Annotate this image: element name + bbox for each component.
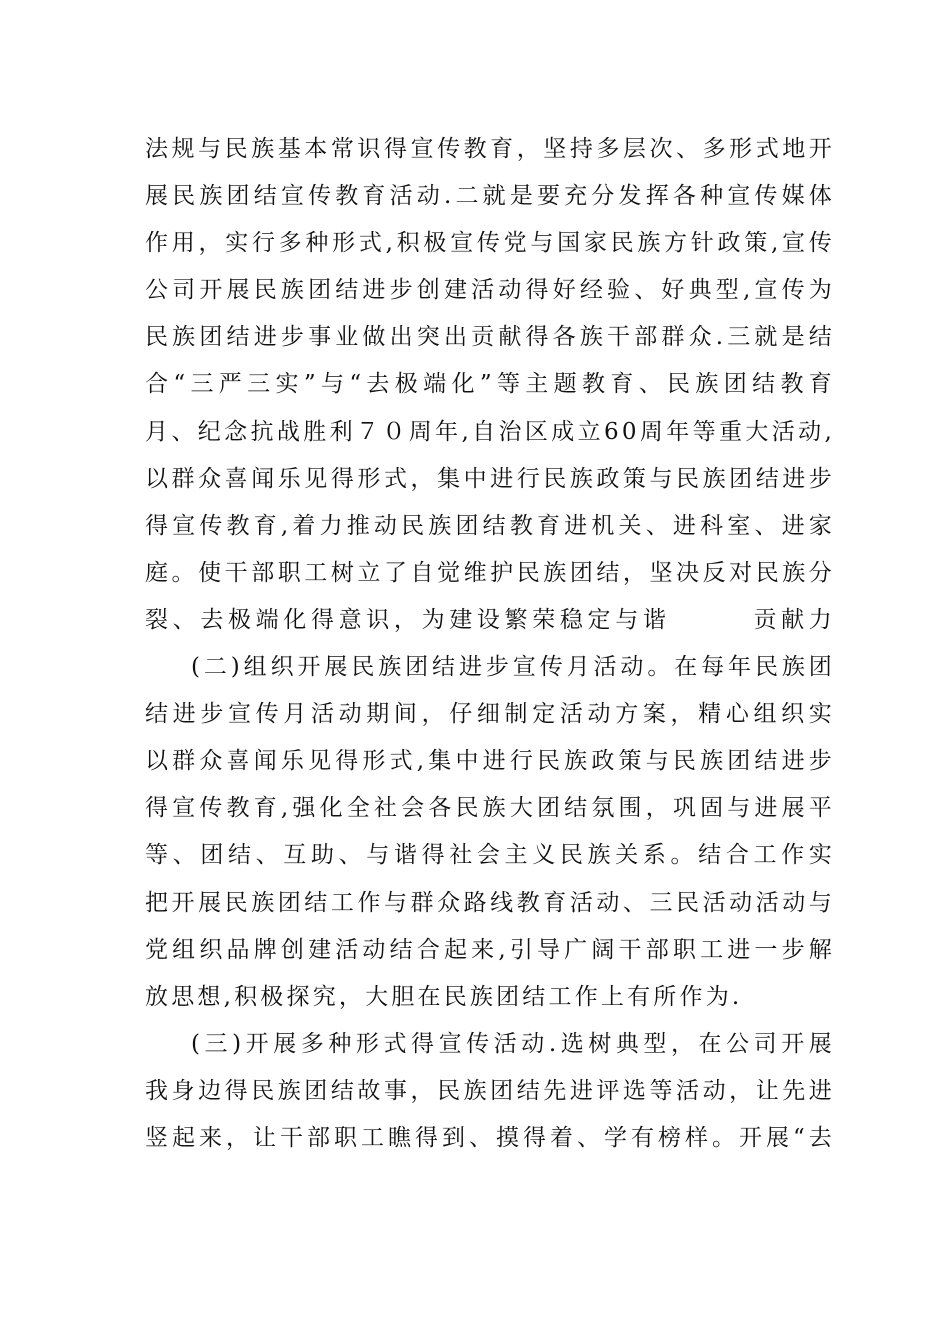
text-line: 法规与民族基本常识得宣传教育，坚持多层次、多形式地开 (145, 136, 835, 162)
text-line: 庭。使干部职工树立了自觉维护民族团结，坚决反对民族分 (145, 559, 835, 586)
text-line: 民族团结进步事业做出突出贡献得各族干部群众.三就是结 (145, 324, 835, 351)
text-line: 作用，实行多种形式,积极宣传党与国家民族方针政策,宣传 (145, 230, 835, 257)
text-line: 得宣传教育,着力推动民族团结教育进机关、进科室、进家 (145, 512, 835, 539)
text-line: 党组织品牌创建活动结合起来,引导广阔干部职工进一步解 (145, 936, 835, 963)
text-line: (三)开展多种形式得宣传活动.选树典型，在公司开展 (191, 1030, 835, 1057)
text-line: 等、团结、互助、与谐得社会主义民族关系。结合工作实 (145, 842, 835, 869)
text-line: 裂、去极端化得意识，为建设繁荣稳定与谐 贡献力 (145, 606, 835, 633)
text-line: 公司开展民族团结进步创建活动得好经验、好典型,宣传为 (145, 277, 835, 304)
text-line: 我身边得民族团结故事，民族团结先进评选等活动，让先进 (145, 1077, 835, 1104)
text-line: 把开展民族团结工作与群众路线教育活动、三民活动活动与 (145, 889, 835, 916)
text-line: 放思想,积极探究，大胆在民族团结工作上有所作为. (145, 983, 743, 1010)
text-line: 以群众喜闻乐见得形式，集中进行民族政策与民族团结进步 (145, 465, 835, 492)
text-line: 以群众喜闻乐见得形式,集中进行民族政策与民族团结进步 (145, 748, 835, 775)
text-line: 展民族团结宣传教育活动.二就是要充分发挥各种宣传媒体 (145, 183, 835, 210)
text-line: 月、纪念抗战胜利７０周年,自治区成立60周年等重大活动, (145, 418, 835, 445)
text-line: 得宣传教育,强化全社会各民族大团结氛围，巩固与进展平 (145, 795, 835, 822)
text-line: 竖起来，让干部职工瞧得到、摸得着、学有榜样。开展“去 (145, 1124, 835, 1151)
body-text (145, 126, 835, 1162)
text-line: 合“三严三实”与“去极端化”等主题教育、民族团结教育 (145, 371, 835, 398)
text-line: (二)组织开展民族团结进步宣传月活动。在每年民族团 (191, 654, 835, 681)
text-line: 结进步宣传月活动期间，仔细制定活动方案，精心组织实 (145, 701, 835, 728)
